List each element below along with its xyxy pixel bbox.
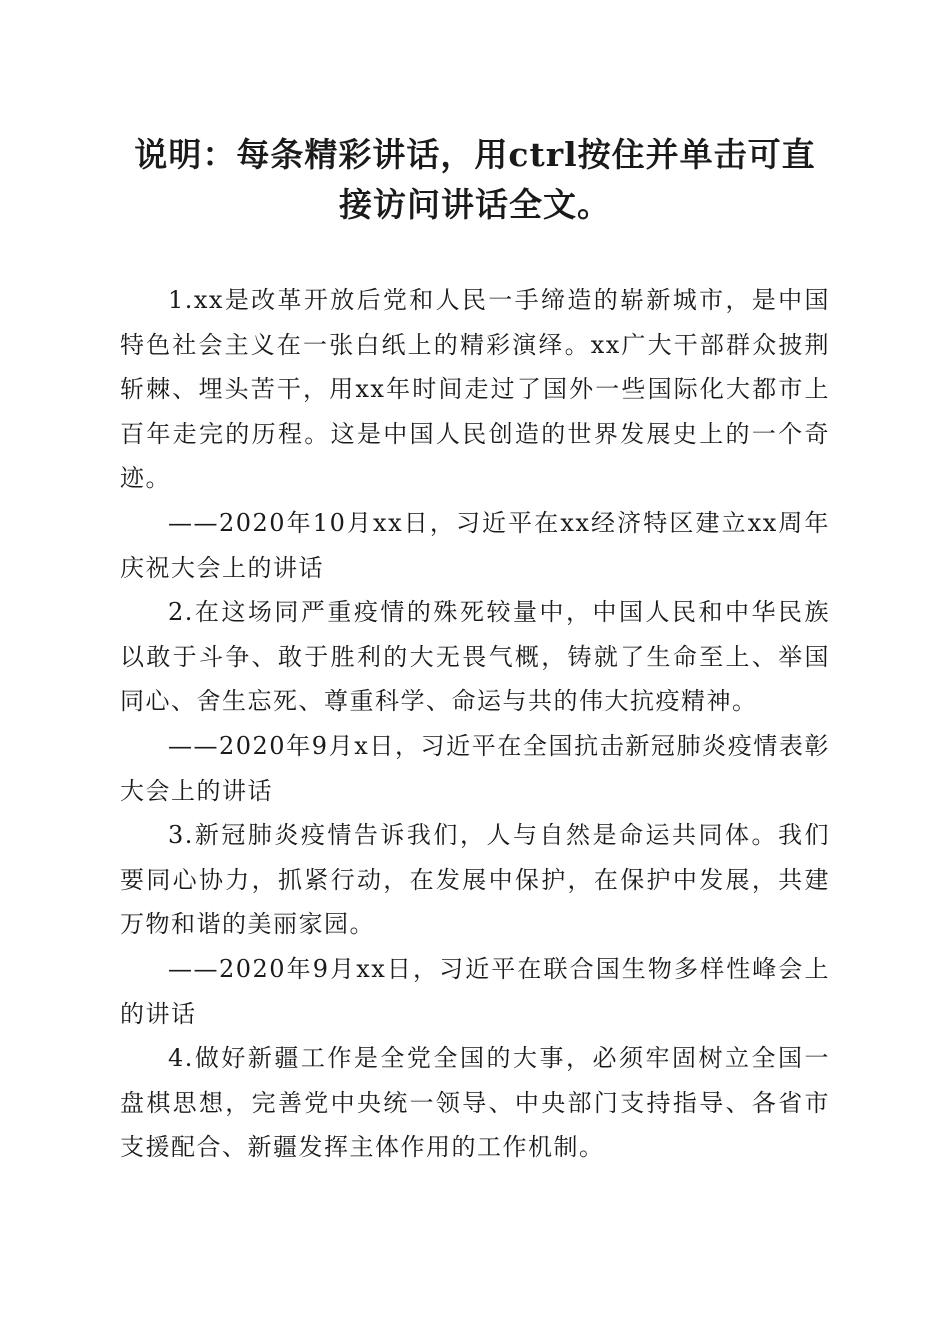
- document-body: [120, 278, 830, 1170]
- speech-source-1: ——2020年10月xx日，习近平在xx经济特区建立xx周年庆祝大会上的讲话: [120, 508, 830, 582]
- speech-source-2: ——2020年9月x日，习近平在全国抗击新冠肺炎疫情表彰大会上的讲话: [120, 731, 830, 805]
- speech-item-1[interactable]: 1.xx是改革开放后党和人民一手缔造的崭新城市，是中国特色社会主义在一张白纸上的精彩演绎。xx广大干部群众披荆斩棘、埋头苦干，用xx年时间走过了国外一些国际化大都市上百年走完的历程。这是中国人民创造的世界发展史上的一个奇迹。: [120, 286, 830, 493]
- speech-source-3: ——2020年9月xx日，习近平在联合国生物多样性峰会上的讲话: [120, 954, 830, 1028]
- document-title: 说明：每条精彩讲话，用ctrl按住并单击可直接访问讲话全文。: [134, 135, 816, 224]
- speech-item-2[interactable]: 2.在这场同严重疫情的殊死较量中，中国人民和中华民族以敢于斗争、敢于胜利的大无畏气概，铸就了生命至上、举国同心、舍生忘死、尊重科学、命运与共的伟大抗疫精神。: [120, 598, 830, 716]
- speech-item-4[interactable]: 4.做好新疆工作是全党全国的大事，必须牢固树立全国一盘棋思想，完善党中央统一领导、中央部门支持指导、各省市支援配合、新疆发挥主体作用的工作机制。: [120, 1044, 830, 1162]
- speech-item-3[interactable]: 3.新冠肺炎疫情告诉我们，人与自然是命运共同体。我们要同心协力，抓紧行动，在发展中保护，在保护中发展，共建万物和谐的美丽家园。: [120, 821, 830, 939]
- document-page: [120, 130, 830, 1170]
